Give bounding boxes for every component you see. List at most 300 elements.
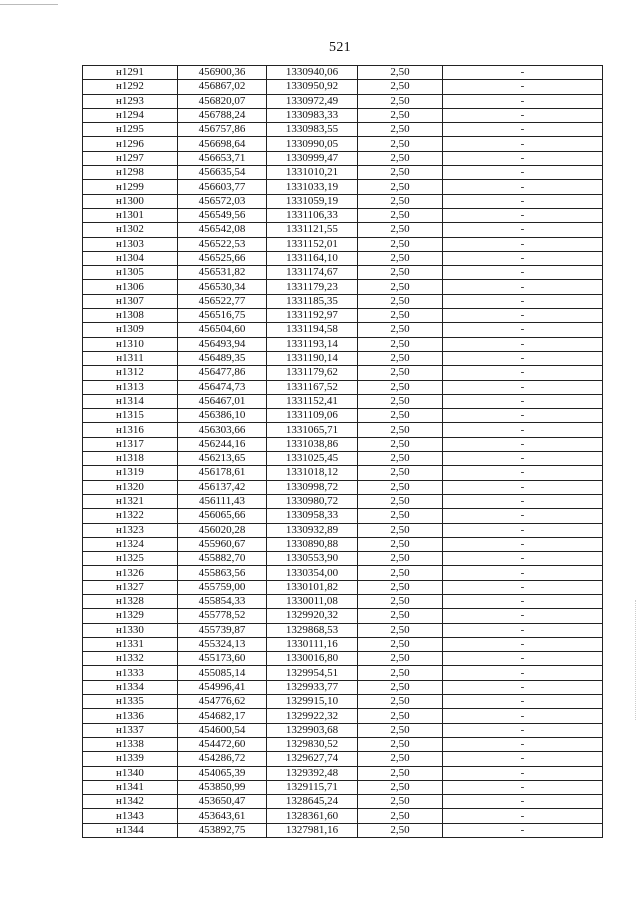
table-row <box>83 80 603 94</box>
point-id-cell: н1301 <box>83 208 178 222</box>
table-row <box>83 494 603 508</box>
table-row <box>83 609 603 623</box>
point-id-cell: н1304 <box>83 251 178 265</box>
description-cell: - <box>443 309 603 323</box>
x-coordinate-cell: 456525,66 <box>178 251 267 265</box>
accuracy-cell: 2,50 <box>358 695 443 709</box>
table-row <box>83 509 603 523</box>
x-coordinate-cell: 455759,00 <box>178 580 267 594</box>
y-coordinate-cell: 1331025,45 <box>267 452 358 466</box>
description-cell: - <box>443 580 603 594</box>
x-coordinate-cell: 456493,94 <box>178 337 267 351</box>
point-id-cell: н1296 <box>83 137 178 151</box>
table-row <box>83 280 603 294</box>
table-row <box>83 351 603 365</box>
y-coordinate-cell: 1330990,05 <box>267 137 358 151</box>
accuracy-cell: 2,50 <box>358 280 443 294</box>
accuracy-cell: 2,50 <box>358 623 443 637</box>
table-row <box>83 380 603 394</box>
x-coordinate-cell: 456386,10 <box>178 409 267 423</box>
description-cell: - <box>443 709 603 723</box>
table-row <box>83 637 603 651</box>
y-coordinate-cell: 1330890,88 <box>267 537 358 551</box>
x-coordinate-cell: 453892,75 <box>178 823 267 837</box>
y-coordinate-cell: 1327981,16 <box>267 823 358 837</box>
table-row <box>83 323 603 337</box>
x-coordinate-cell: 455085,14 <box>178 666 267 680</box>
accuracy-cell: 2,50 <box>358 223 443 237</box>
accuracy-cell: 2,50 <box>358 523 443 537</box>
y-coordinate-cell: 1329920,32 <box>267 609 358 623</box>
description-cell: - <box>443 809 603 823</box>
x-coordinate-cell: 454286,72 <box>178 752 267 766</box>
accuracy-cell: 2,50 <box>358 795 443 809</box>
description-cell: - <box>443 351 603 365</box>
table-row <box>83 251 603 265</box>
description-cell: - <box>443 737 603 751</box>
y-coordinate-cell: 1330998,72 <box>267 480 358 494</box>
x-coordinate-cell: 456504,60 <box>178 323 267 337</box>
accuracy-cell: 2,50 <box>358 537 443 551</box>
x-coordinate-cell: 454600,54 <box>178 723 267 737</box>
x-coordinate-cell: 456549,56 <box>178 208 267 222</box>
description-cell: - <box>443 208 603 222</box>
table-row <box>83 666 603 680</box>
x-coordinate-cell: 455882,70 <box>178 552 267 566</box>
description-cell: - <box>443 723 603 737</box>
point-id-cell: н1321 <box>83 494 178 508</box>
y-coordinate-cell: 1330980,72 <box>267 494 358 508</box>
point-id-cell: н1307 <box>83 294 178 308</box>
y-coordinate-cell: 1331174,67 <box>267 266 358 280</box>
description-cell: - <box>443 123 603 137</box>
point-id-cell: н1334 <box>83 680 178 694</box>
table-row <box>83 709 603 723</box>
point-id-cell: н1291 <box>83 66 178 80</box>
point-id-cell: н1297 <box>83 151 178 165</box>
table-row <box>83 823 603 837</box>
point-id-cell: н1333 <box>83 666 178 680</box>
y-coordinate-cell: 1330972,49 <box>267 94 358 108</box>
accuracy-cell: 2,50 <box>358 180 443 194</box>
scan-edge-mark <box>0 4 58 5</box>
x-coordinate-cell: 454996,41 <box>178 680 267 694</box>
description-cell: - <box>443 437 603 451</box>
point-id-cell: н1315 <box>83 409 178 423</box>
description-cell: - <box>443 180 603 194</box>
accuracy-cell: 2,50 <box>358 480 443 494</box>
table-row <box>83 580 603 594</box>
y-coordinate-cell: 1330983,33 <box>267 108 358 122</box>
description-cell: - <box>443 480 603 494</box>
y-coordinate-cell: 1329830,52 <box>267 737 358 751</box>
x-coordinate-cell: 456137,42 <box>178 480 267 494</box>
point-id-cell: н1292 <box>83 80 178 94</box>
point-id-cell: н1298 <box>83 166 178 180</box>
x-coordinate-cell: 456522,77 <box>178 294 267 308</box>
table-row <box>83 423 603 437</box>
point-id-cell: н1339 <box>83 752 178 766</box>
x-coordinate-cell: 456900,36 <box>178 66 267 80</box>
point-id-cell: н1324 <box>83 537 178 551</box>
x-coordinate-cell: 456303,66 <box>178 423 267 437</box>
y-coordinate-cell: 1330111,16 <box>267 637 358 651</box>
accuracy-cell: 2,50 <box>358 251 443 265</box>
point-id-cell: н1332 <box>83 652 178 666</box>
y-coordinate-cell: 1331179,23 <box>267 280 358 294</box>
accuracy-cell: 2,50 <box>358 809 443 823</box>
table-row <box>83 737 603 751</box>
description-cell: - <box>443 452 603 466</box>
table-row <box>83 795 603 809</box>
table-row <box>83 66 603 80</box>
x-coordinate-cell: 456020,28 <box>178 523 267 537</box>
description-cell: - <box>443 652 603 666</box>
accuracy-cell: 2,50 <box>358 509 443 523</box>
table-row <box>83 566 603 580</box>
point-id-cell: н1335 <box>83 695 178 709</box>
point-id-cell: н1323 <box>83 523 178 537</box>
y-coordinate-cell: 1331033,19 <box>267 180 358 194</box>
y-coordinate-cell: 1330932,89 <box>267 523 358 537</box>
table-row <box>83 294 603 308</box>
y-coordinate-cell: 1331164,10 <box>267 251 358 265</box>
point-id-cell: н1330 <box>83 623 178 637</box>
x-coordinate-cell: 453650,47 <box>178 795 267 809</box>
y-coordinate-cell: 1329392,48 <box>267 766 358 780</box>
table-row <box>83 695 603 709</box>
y-coordinate-cell: 1330553,90 <box>267 552 358 566</box>
x-coordinate-cell: 456213,65 <box>178 452 267 466</box>
point-id-cell: н1344 <box>83 823 178 837</box>
x-coordinate-cell: 456178,61 <box>178 466 267 480</box>
table-row <box>83 523 603 537</box>
y-coordinate-cell: 1330958,33 <box>267 509 358 523</box>
x-coordinate-cell: 456244,16 <box>178 437 267 451</box>
y-coordinate-cell: 1329627,74 <box>267 752 358 766</box>
table-row <box>83 309 603 323</box>
x-coordinate-cell: 455739,87 <box>178 623 267 637</box>
point-id-cell: н1306 <box>83 280 178 294</box>
accuracy-cell: 2,50 <box>358 466 443 480</box>
x-coordinate-cell: 456788,24 <box>178 108 267 122</box>
x-coordinate-cell: 454776,62 <box>178 695 267 709</box>
point-id-cell: н1299 <box>83 180 178 194</box>
accuracy-cell: 2,50 <box>358 609 443 623</box>
table-row <box>83 208 603 222</box>
description-cell: - <box>443 80 603 94</box>
accuracy-cell: 2,50 <box>358 323 443 337</box>
point-id-cell: н1343 <box>83 809 178 823</box>
x-coordinate-cell: 456867,02 <box>178 80 267 94</box>
description-cell: - <box>443 680 603 694</box>
accuracy-cell: 2,50 <box>358 437 443 451</box>
x-coordinate-cell: 456603,77 <box>178 180 267 194</box>
accuracy-cell: 2,50 <box>358 580 443 594</box>
description-cell: - <box>443 566 603 580</box>
y-coordinate-cell: 1331167,52 <box>267 380 358 394</box>
description-cell: - <box>443 294 603 308</box>
y-coordinate-cell: 1331152,01 <box>267 237 358 251</box>
x-coordinate-cell: 456531,82 <box>178 266 267 280</box>
accuracy-cell: 2,50 <box>358 723 443 737</box>
accuracy-cell: 2,50 <box>358 237 443 251</box>
table-row <box>83 123 603 137</box>
x-coordinate-cell: 456065,66 <box>178 509 267 523</box>
point-id-cell: н1327 <box>83 580 178 594</box>
description-cell: - <box>443 280 603 294</box>
table-row <box>83 151 603 165</box>
description-cell: - <box>443 609 603 623</box>
accuracy-cell: 2,50 <box>358 566 443 580</box>
x-coordinate-cell: 455324,13 <box>178 637 267 651</box>
accuracy-cell: 2,50 <box>358 337 443 351</box>
point-id-cell: н1293 <box>83 94 178 108</box>
accuracy-cell: 2,50 <box>358 108 443 122</box>
accuracy-cell: 2,50 <box>358 294 443 308</box>
description-cell: - <box>443 94 603 108</box>
description-cell: - <box>443 366 603 380</box>
point-id-cell: н1308 <box>83 309 178 323</box>
accuracy-cell: 2,50 <box>358 423 443 437</box>
table-row <box>83 623 603 637</box>
x-coordinate-cell: 455854,33 <box>178 594 267 608</box>
y-coordinate-cell: 1330999,47 <box>267 151 358 165</box>
description-cell: - <box>443 380 603 394</box>
x-coordinate-cell: 456820,07 <box>178 94 267 108</box>
coordinates-table-body <box>83 66 603 838</box>
y-coordinate-cell: 1331152,41 <box>267 394 358 408</box>
y-coordinate-cell: 1331038,86 <box>267 437 358 451</box>
description-cell: - <box>443 237 603 251</box>
description-cell: - <box>443 151 603 165</box>
y-coordinate-cell: 1331121,55 <box>267 223 358 237</box>
point-id-cell: н1303 <box>83 237 178 251</box>
y-coordinate-cell: 1329922,32 <box>267 709 358 723</box>
x-coordinate-cell: 456635,54 <box>178 166 267 180</box>
point-id-cell: н1316 <box>83 423 178 437</box>
point-id-cell: н1309 <box>83 323 178 337</box>
accuracy-cell: 2,50 <box>358 94 443 108</box>
description-cell: - <box>443 66 603 80</box>
y-coordinate-cell: 1331059,19 <box>267 194 358 208</box>
description-cell: - <box>443 666 603 680</box>
table-row <box>83 223 603 237</box>
y-coordinate-cell: 1330016,80 <box>267 652 358 666</box>
accuracy-cell: 2,50 <box>358 552 443 566</box>
table-row <box>83 809 603 823</box>
description-cell: - <box>443 494 603 508</box>
description-cell: - <box>443 323 603 337</box>
description-cell: - <box>443 137 603 151</box>
description-cell: - <box>443 594 603 608</box>
page-number: 521 <box>329 40 351 55</box>
table-row <box>83 166 603 180</box>
accuracy-cell: 2,50 <box>358 680 443 694</box>
point-id-cell: н1312 <box>83 366 178 380</box>
accuracy-cell: 2,50 <box>358 737 443 751</box>
point-id-cell: н1311 <box>83 351 178 365</box>
point-id-cell: н1326 <box>83 566 178 580</box>
point-id-cell: н1329 <box>83 609 178 623</box>
description-cell: - <box>443 795 603 809</box>
point-id-cell: н1328 <box>83 594 178 608</box>
y-coordinate-cell: 1328361,60 <box>267 809 358 823</box>
description-cell: - <box>443 166 603 180</box>
x-coordinate-cell: 456698,64 <box>178 137 267 151</box>
y-coordinate-cell: 1331065,71 <box>267 423 358 437</box>
y-coordinate-cell: 1331106,33 <box>267 208 358 222</box>
table-row <box>83 652 603 666</box>
description-cell: - <box>443 752 603 766</box>
y-coordinate-cell: 1331194,58 <box>267 323 358 337</box>
point-id-cell: н1313 <box>83 380 178 394</box>
x-coordinate-cell: 456467,01 <box>178 394 267 408</box>
y-coordinate-cell: 1329933,77 <box>267 680 358 694</box>
table-row <box>83 237 603 251</box>
description-cell: - <box>443 108 603 122</box>
x-coordinate-cell: 453643,61 <box>178 809 267 823</box>
point-id-cell: н1318 <box>83 452 178 466</box>
point-id-cell: н1325 <box>83 552 178 566</box>
accuracy-cell: 2,50 <box>358 194 443 208</box>
y-coordinate-cell: 1330011,08 <box>267 594 358 608</box>
description-cell: - <box>443 780 603 794</box>
x-coordinate-cell: 456542,08 <box>178 223 267 237</box>
table-row <box>83 194 603 208</box>
table-row <box>83 780 603 794</box>
y-coordinate-cell: 1330101,82 <box>267 580 358 594</box>
table-row <box>83 337 603 351</box>
y-coordinate-cell: 1330940,06 <box>267 66 358 80</box>
description-cell: - <box>443 509 603 523</box>
table-row <box>83 409 603 423</box>
accuracy-cell: 2,50 <box>358 151 443 165</box>
x-coordinate-cell: 456522,53 <box>178 237 267 251</box>
x-coordinate-cell: 456653,71 <box>178 151 267 165</box>
table-row <box>83 466 603 480</box>
coordinates-table <box>82 65 603 838</box>
x-coordinate-cell: 456757,86 <box>178 123 267 137</box>
point-id-cell: н1295 <box>83 123 178 137</box>
accuracy-cell: 2,50 <box>358 80 443 94</box>
x-coordinate-cell: 456474,73 <box>178 380 267 394</box>
point-id-cell: н1341 <box>83 780 178 794</box>
description-cell: - <box>443 552 603 566</box>
description-cell: - <box>443 766 603 780</box>
point-id-cell: н1338 <box>83 737 178 751</box>
description-cell: - <box>443 223 603 237</box>
x-coordinate-cell: 453850,99 <box>178 780 267 794</box>
point-id-cell: н1340 <box>83 766 178 780</box>
point-id-cell: н1322 <box>83 509 178 523</box>
y-coordinate-cell: 1330983,55 <box>267 123 358 137</box>
x-coordinate-cell: 456572,03 <box>178 194 267 208</box>
accuracy-cell: 2,50 <box>358 709 443 723</box>
table-row <box>83 394 603 408</box>
point-id-cell: н1336 <box>83 709 178 723</box>
point-id-cell: н1320 <box>83 480 178 494</box>
description-cell: - <box>443 409 603 423</box>
description-cell: - <box>443 194 603 208</box>
y-coordinate-cell: 1331185,35 <box>267 294 358 308</box>
table-row <box>83 552 603 566</box>
accuracy-cell: 2,50 <box>358 366 443 380</box>
table-row <box>83 180 603 194</box>
y-coordinate-cell: 1329903,68 <box>267 723 358 737</box>
y-coordinate-cell: 1331010,21 <box>267 166 358 180</box>
x-coordinate-cell: 454065,39 <box>178 766 267 780</box>
x-coordinate-cell: 455778,52 <box>178 609 267 623</box>
scan-edge-mark-right <box>635 600 636 720</box>
x-coordinate-cell: 456489,35 <box>178 351 267 365</box>
y-coordinate-cell: 1330950,92 <box>267 80 358 94</box>
point-id-cell: н1310 <box>83 337 178 351</box>
table-row <box>83 594 603 608</box>
description-cell: - <box>443 695 603 709</box>
description-cell: - <box>443 523 603 537</box>
description-cell: - <box>443 394 603 408</box>
x-coordinate-cell: 455960,67 <box>178 537 267 551</box>
description-cell: - <box>443 823 603 837</box>
point-id-cell: н1331 <box>83 637 178 651</box>
description-cell: - <box>443 466 603 480</box>
description-cell: - <box>443 251 603 265</box>
x-coordinate-cell: 454472,60 <box>178 737 267 751</box>
point-id-cell: н1342 <box>83 795 178 809</box>
accuracy-cell: 2,50 <box>358 166 443 180</box>
table-row <box>83 366 603 380</box>
accuracy-cell: 2,50 <box>358 780 443 794</box>
accuracy-cell: 2,50 <box>358 409 443 423</box>
accuracy-cell: 2,50 <box>358 309 443 323</box>
accuracy-cell: 2,50 <box>358 208 443 222</box>
table-row <box>83 723 603 737</box>
point-id-cell: н1319 <box>83 466 178 480</box>
accuracy-cell: 2,50 <box>358 766 443 780</box>
x-coordinate-cell: 456111,43 <box>178 494 267 508</box>
y-coordinate-cell: 1331109,06 <box>267 409 358 423</box>
y-coordinate-cell: 1329868,53 <box>267 623 358 637</box>
y-coordinate-cell: 1329954,51 <box>267 666 358 680</box>
accuracy-cell: 2,50 <box>358 123 443 137</box>
x-coordinate-cell: 456477,86 <box>178 366 267 380</box>
table-row <box>83 766 603 780</box>
x-coordinate-cell: 456530,34 <box>178 280 267 294</box>
accuracy-cell: 2,50 <box>358 66 443 80</box>
point-id-cell: н1337 <box>83 723 178 737</box>
table-row <box>83 266 603 280</box>
accuracy-cell: 2,50 <box>358 380 443 394</box>
description-cell: - <box>443 337 603 351</box>
y-coordinate-cell: 1330354,00 <box>267 566 358 580</box>
accuracy-cell: 2,50 <box>358 752 443 766</box>
point-id-cell: н1314 <box>83 394 178 408</box>
accuracy-cell: 2,50 <box>358 137 443 151</box>
accuracy-cell: 2,50 <box>358 452 443 466</box>
point-id-cell: н1300 <box>83 194 178 208</box>
y-coordinate-cell: 1331193,14 <box>267 337 358 351</box>
accuracy-cell: 2,50 <box>358 637 443 651</box>
x-coordinate-cell: 456516,75 <box>178 309 267 323</box>
table-row <box>83 437 603 451</box>
table-row <box>83 452 603 466</box>
table-row <box>83 537 603 551</box>
table-row <box>83 480 603 494</box>
x-coordinate-cell: 454682,17 <box>178 709 267 723</box>
y-coordinate-cell: 1331179,62 <box>267 366 358 380</box>
description-cell: - <box>443 423 603 437</box>
